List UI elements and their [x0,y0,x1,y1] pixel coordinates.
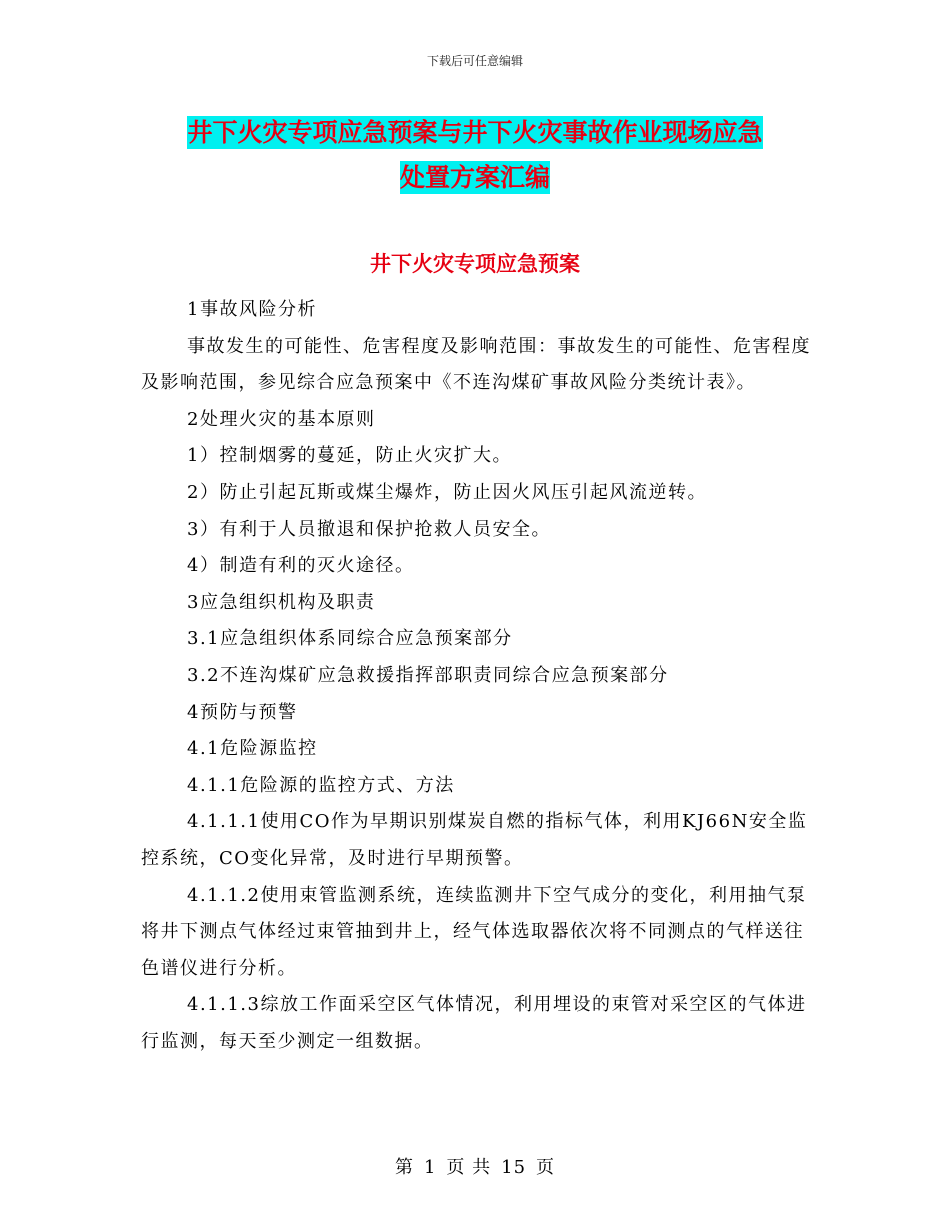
paragraph: 3.2不连沟煤矿应急救援指挥部职责同综合应急预案部分 [187,664,669,686]
header-note: 下载后可任意编辑 [426,54,523,68]
document-title-line-1: 井下火灾专项应急预案与井下火灾事故作业现场应急 [187,118,763,147]
document-body [141,292,813,1060]
paragraph: 4.1.1.3综放工作面采空区气体情况，利用埋设的束管对采空区的气体进行监测，每天至少测定一组数据。 [141,994,807,1052]
paragraph: 1）控制烟雾的蔓延，防止火灾扩大。 [187,445,512,467]
page-label-mid: 页 共 [446,1157,492,1178]
paragraph: 2）防止引起瓦斯或煤尘爆炸，防止因火风压引起风流逆转。 [187,481,707,503]
paragraph: 4.1.1.1使用CO作为早期识别煤炭自燃的指标气体，利用KJ66N安全监控系统，CO变化异常，及时进行早期预警。 [141,811,808,869]
paragraph: 4.1.1.2使用束管监测系统，连续监测井下空气成分的变化，利用抽气泵将井下测点气体经过束管抽到井上，经气体选取器依次将不同测点的气样送往色谱仪进行分析。 [141,884,807,979]
page-number: 1 [423,1157,437,1178]
paragraph: 4.1危险源监控 [187,738,318,760]
total-pages: 15 [501,1157,527,1178]
paragraph: 4）制造有利的灭火途径。 [187,555,415,577]
page-footer [0,1153,950,1179]
paragraph: 3应急组织机构及职责 [187,591,376,613]
paragraph: 1事故风险分析 [187,299,317,320]
section-title: 井下火灾专项应急预案 [370,252,580,276]
document-title-line-2: 处置方案汇编 [399,163,550,192]
paragraph: 2处理火灾的基本原则 [187,408,376,430]
page-label-prefix: 第 [394,1157,414,1178]
paragraph: 3.1应急组织体系同综合应急预案部分 [187,628,513,650]
page-label-suffix: 页 [536,1157,556,1178]
paragraph: 3）有利于人员撤退和保护抢救人员安全。 [187,518,551,540]
paragraph: 事故发生的可能性、危害程度及影响范围：事故发生的可能性、危害程度及影响范围，参见综合应急预案中《不连沟煤矿事故风险分类统计表》。 [141,335,811,394]
paragraph: 4.1.1危险源的监控方式、方法 [187,774,455,796]
paragraph: 4预防与预警 [187,701,298,723]
